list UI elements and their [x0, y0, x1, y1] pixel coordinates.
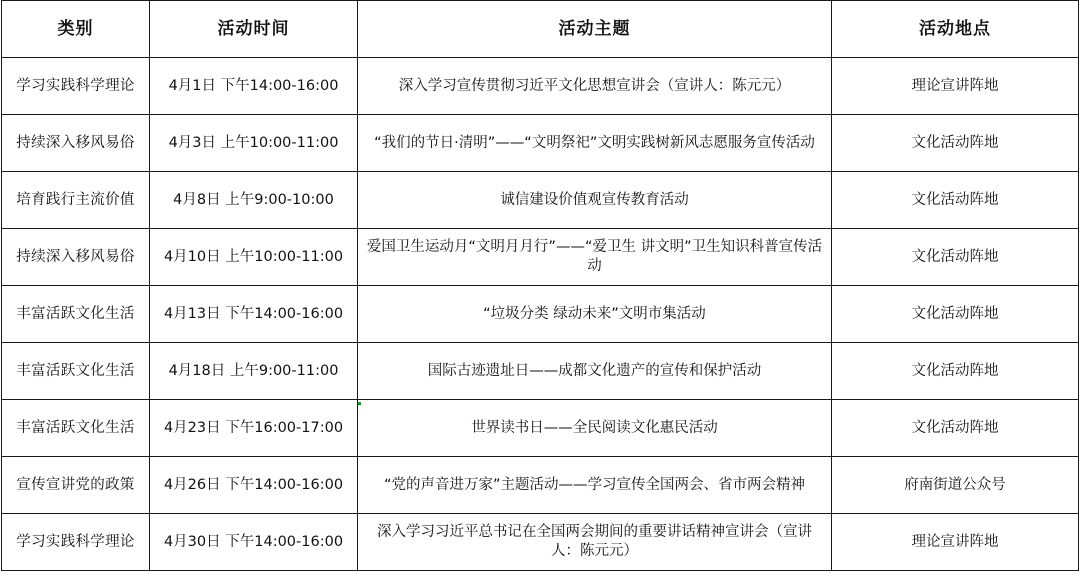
table-row	[2, 115, 1079, 172]
table-row	[2, 286, 1079, 343]
cell-topic: “党的声音进万家”主题活动——学习宣传全国两会、省市两会精神	[358, 457, 832, 514]
cell-category: 培育践行主流价值	[2, 172, 150, 229]
cell-corner-mark	[358, 402, 361, 405]
cell-time: 4月18日 上午9:00-11:00	[150, 343, 358, 400]
cell-category: 持续深入移风易俗	[2, 229, 150, 286]
cell-place: 府南街道公众号	[832, 457, 1079, 514]
cell-time: 4月8日 上午9:00-10:00	[150, 172, 358, 229]
table-header-row	[2, 1, 1079, 58]
table-row	[2, 400, 1079, 457]
cell-topic: “垃圾分类 绿动未来”文明市集活动	[358, 286, 832, 343]
cell-category: 丰富活跃文化生活	[2, 286, 150, 343]
header-place: 活动地点	[832, 1, 1079, 58]
cell-time: 4月1日 下午14:00-16:00	[150, 58, 358, 115]
cell-topic: “我们的节日·清明”——“文明祭祀”文明实践树新风志愿服务宣传活动	[358, 115, 832, 172]
table-row	[2, 343, 1079, 400]
cell-place: 理论宣讲阵地	[832, 58, 1079, 115]
cell-topic: 爱国卫生运动月“文明月月行”——“爱卫生 讲文明”卫生知识科普宣传活动	[358, 229, 832, 286]
table-row	[2, 172, 1079, 229]
header-time: 活动时间	[150, 1, 358, 58]
cell-category: 学习实践科学理论	[2, 514, 150, 571]
cell-topic: 世界读书日——全民阅读文化惠民活动	[358, 400, 832, 457]
cell-place: 文化活动阵地	[832, 229, 1079, 286]
cell-topic: 深入学习宣传贯彻习近平文化思想宣讲会（宣讲人：陈元元）	[358, 58, 832, 115]
table-row	[2, 514, 1079, 571]
cell-place: 文化活动阵地	[832, 115, 1079, 172]
cell-category: 丰富活跃文化生活	[2, 343, 150, 400]
cell-time: 4月26日 下午14:00-16:00	[150, 457, 358, 514]
cell-topic: 深入学习习近平总书记在全国两会期间的重要讲话精神宣讲会（宣讲人：陈元元）	[358, 514, 832, 571]
table-row	[2, 457, 1079, 514]
cell-time: 4月3日 上午10:00-11:00	[150, 115, 358, 172]
cell-time: 4月30日 下午14:00-16:00	[150, 514, 358, 571]
activity-schedule-table	[1, 0, 1079, 571]
header-category: 类别	[2, 1, 150, 58]
cell-category: 宣传宣讲党的政策	[2, 457, 150, 514]
cell-time: 4月23日 下午16:00-17:00	[150, 400, 358, 457]
cell-topic: 诚信建设价值观宣传教育活动	[358, 172, 832, 229]
cell-place: 理论宣讲阵地	[832, 514, 1079, 571]
cell-place: 文化活动阵地	[832, 286, 1079, 343]
cell-place: 文化活动阵地	[832, 400, 1079, 457]
cell-time: 4月10日 上午10:00-11:00	[150, 229, 358, 286]
cell-time: 4月13日 下午14:00-16:00	[150, 286, 358, 343]
cell-category: 持续深入移风易俗	[2, 115, 150, 172]
table-row	[2, 58, 1079, 115]
cell-place: 文化活动阵地	[832, 343, 1079, 400]
cell-topic: 国际古迹遗址日——成都文化遗产的宣传和保护活动	[358, 343, 832, 400]
table-row	[2, 229, 1079, 286]
cell-category: 丰富活跃文化生活	[2, 400, 150, 457]
cell-place: 文化活动阵地	[832, 172, 1079, 229]
cell-category: 学习实践科学理论	[2, 58, 150, 115]
header-topic: 活动主题	[358, 1, 832, 58]
